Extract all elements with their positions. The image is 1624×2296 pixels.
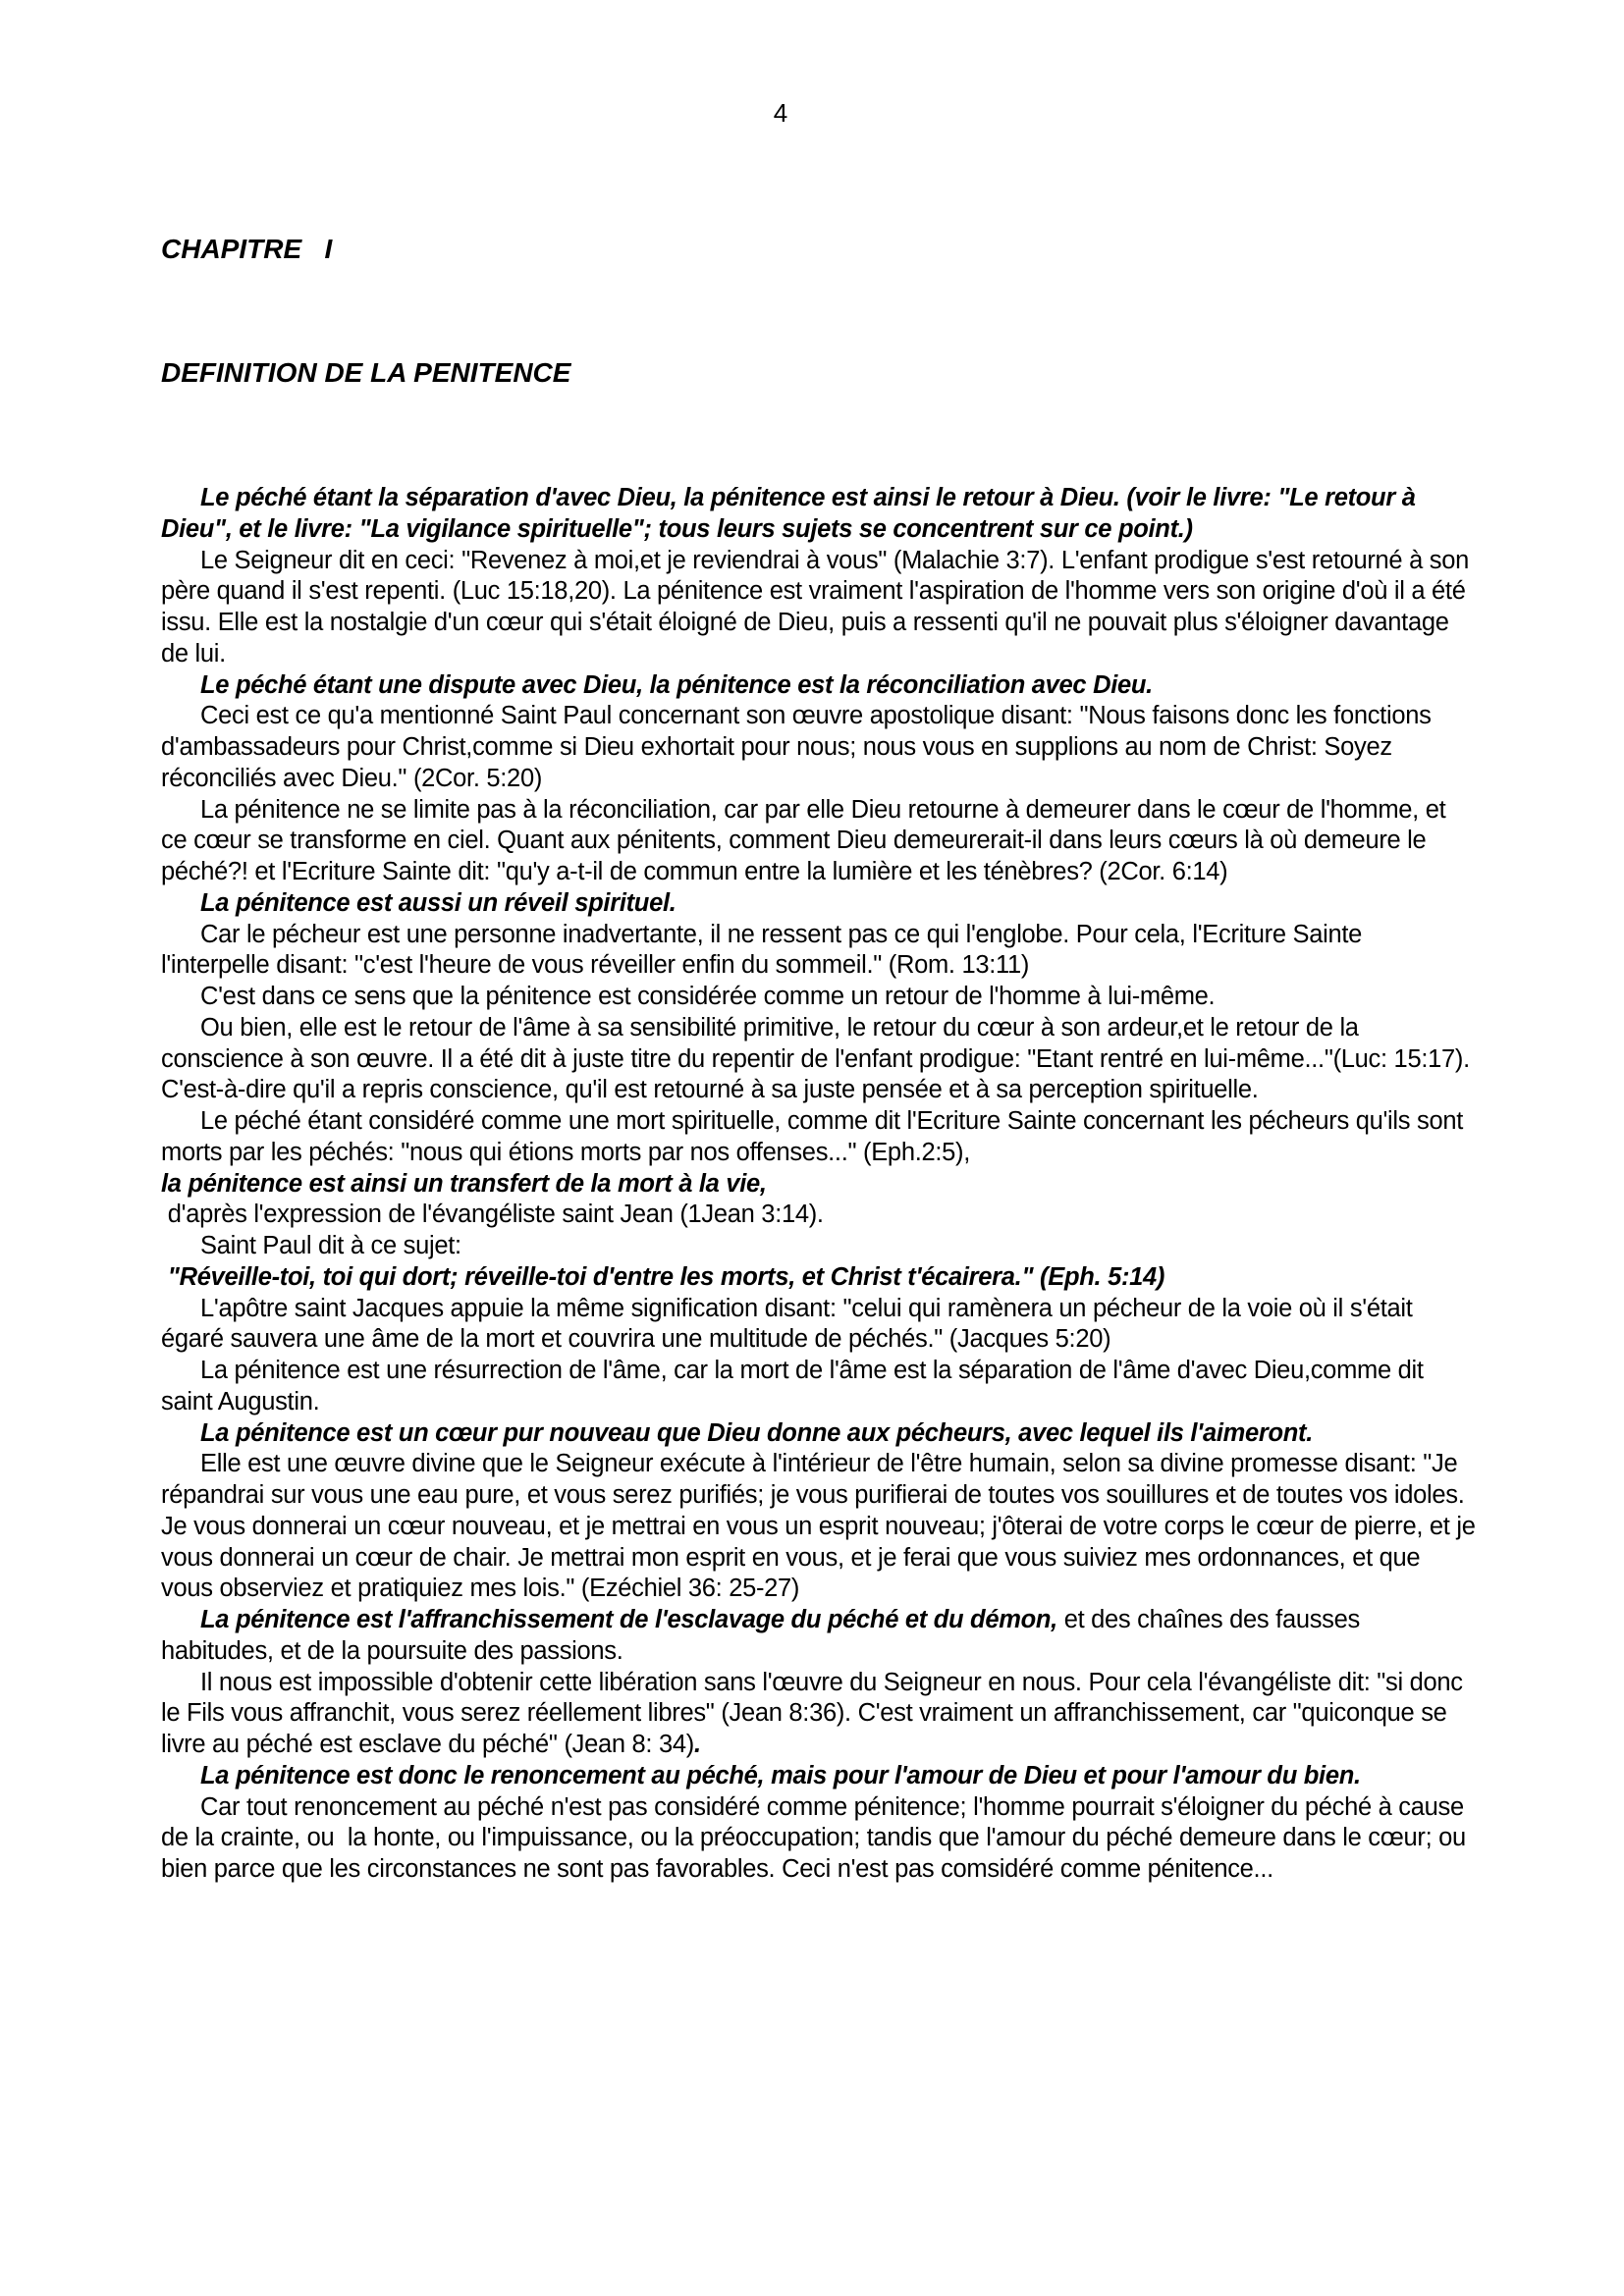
paragraph (161, 1013, 1477, 1106)
emphasis-text: Le péché étant une dispute avec Dieu, la pénitence est la réconciliation avec Dieu. (200, 670, 1153, 699)
body-text: C'est dans ce sens que la pénitence est considérée comme un retour de l'homme à lui-même. (200, 983, 1216, 1010)
paragraph (161, 1418, 1477, 1450)
paragraph (161, 483, 1477, 546)
body-text: Saint Paul dit à ce sujet: (200, 1232, 461, 1259)
section-heading: DEFINITION DE LA PENITENCE (161, 357, 571, 388)
emphasis-text: La pénitence est un cœur pur nouveau que Dieu donne aux pécheurs, avec lequel ils l'aimeront. (200, 1418, 1314, 1447)
emphasis-text: la pénitence est ainsi un transfert de la mort à la vie, (161, 1169, 767, 1198)
emphasis-text: Le péché étant la séparation d'avec Dieu, la pénitence est ainsi le retour à Dieu. (voir le livre: "Le retour à Dieu", et le livre: "La vigilance spirituelle"; tous leurs sujets se concentrent sur ce point.) (161, 484, 1423, 543)
paragraph (161, 1200, 1477, 1231)
body-text: La pénitence ne se limite pas à la réconciliation, car par elle Dieu retourne à demeurer dans le cœur de l'homme, et ce cœur se transforme en ciel. Quant aux pénitents, comment Dieu demeurerait-il dans leurs cœurs là où demeure le péché?! et l'Ecriture Sainte dit: "qu'y a-t-il de commun entre la lumière et les ténèbres? (2Cor. 6:14) (161, 795, 1453, 885)
body-text: L'apôtre saint Jacques appuie la même signification disant: "celui qui ramènera un pécheur de la voie où il s'était égaré sauvera une âme de la mort et couvrira une multitude de péchés." (Jacques 5:20) (161, 1294, 1420, 1354)
paragraph (161, 701, 1477, 794)
paragraph (161, 1356, 1477, 1418)
paragraph (161, 1449, 1483, 1605)
body-text: La pénitence est une résurrection de l'âme, car la mort de l'âme est la séparation de l'âme d'avec Dieu,comme dit saint Augustin. (161, 1357, 1431, 1415)
body-text: Car tout renoncement au péché n'est pas considéré comme pénitence; l'homme pourrait s'éloigner du péché à cause de la crainte, ou la honte, ou l'impuissance, ou la préoccupation; tandis que l'amour du péché demeure dans le cœur; ou bien parce que les circonstances ne sont pas favorables. Ceci n'est pas comsidéré comme pénitence... (161, 1792, 1473, 1883)
paragraph (161, 1792, 1477, 1886)
emphasis-text: "Réveille-toi, toi qui dort; réveille-toi d'entre les morts, et Christ t'écairera." (Eph. 5:14) (161, 1262, 1165, 1291)
emphasis-text: . (693, 1731, 701, 1758)
body-text: Le Seigneur dit en ceci: "Revenez à moi,et je reviendrai à vous" (Malachie 3:7). L'enfant prodigue s'est retourné à son père quand il s'est repenti. (Luc 15:18,20). La pénitence est vraiment l'aspiration de l'homme vers son origine d'où il a été issu. Elle est la nostalgie d'un cœur qui s'était éloigné de Dieu, puis a ressenti qu'il ne pouvait plus s'éloigner davantage de lui. (161, 546, 1476, 667)
paragraph (161, 920, 1477, 983)
paragraph (161, 888, 1477, 920)
paragraph (161, 982, 1477, 1013)
paragraph (161, 1605, 1477, 1668)
paragraph (161, 1106, 1477, 1169)
paragraph (161, 546, 1477, 670)
paragraph (161, 1668, 1477, 1761)
paragraph (161, 1294, 1477, 1357)
body-text: Le péché étant considéré comme une mort spirituelle, comme dit l'Ecriture Sainte concernant les pécheurs qu'ils sont morts par les péchés: "nous qui étions morts par nos offenses..." (Eph.2:5), (161, 1107, 1470, 1166)
paragraph (161, 795, 1477, 888)
body-text: Car le pécheur est une personne inadvertante, il ne ressent pas ce qui l'englobe. Pour cela, l'Ecriture Sainte l'interpelle disant: "c'est l'heure de vous réveiller enfin du sommeil." (Rom. 13:11) (161, 920, 1369, 980)
paragraph (161, 1262, 1477, 1294)
document-body (161, 483, 1483, 1886)
body-text: d'après l'expression de l'évangéliste saint Jean (1Jean 3:14). (161, 1201, 824, 1229)
paragraph (161, 1761, 1477, 1792)
page-number: 4 (773, 98, 788, 128)
emphasis-text: La pénitence est donc le renoncement au péché, mais pour l'amour de Dieu et pour l'amour du bien. (200, 1761, 1361, 1789)
emphasis-text: La pénitence est l'affranchissement de l'esclavage du péché et du démon, (200, 1606, 1057, 1633)
paragraph (161, 1169, 1477, 1201)
chapter-heading: CHAPITRE I (161, 234, 333, 264)
body-text: Il nous est impossible d'obtenir cette libération sans l'œuvre du Seigneur en nous. Pour cela l'évangéliste dit: "si donc le Fils vous affranchit, vous serez réellement libres" (Jean 8:36). C'est vraiment un affranchissement, car "quiconque se livre au péché est esclave du péché" (Jean 8: 34) (161, 1668, 1470, 1758)
body-text: Ou bien, elle est le retour de l'âme à sa sensibilité primitive, le retour du cœur à son ardeur,et le retour de la conscience à son œuvre. Il a été dit à juste titre du repentir de l'enfant prodigue: "Etant rentré en lui-même..."(Luc: 15:17). C'est-à-dire qu'il a repris conscience, qu'il est retourné à sa juste pensée et à sa perception spirituelle. (161, 1013, 1477, 1104)
body-text: Elle est une œuvre divine que le Seigneur exécute à l'intérieur de l'être humain, selon sa divine promesse disant: "Je répandrai sur vous une eau pure, et vous serez purifiés; je vous purifierai de toutes vos souillures et de toutes vos idoles. Je vous donnerai un cœur nouveau, et je mettrai en vous un esprit nouveau; j'ôterai de votre corps le cœur de pierre, et je vous donnerai un cœur de chair. Je mettrai mon esprit en vous, et je ferai que vous suiviez mes ordonnances, et que vous observiez et pratiquiez mes lois." (Ezéchiel 36: 25-27) (161, 1450, 1483, 1603)
paragraph (161, 1231, 1477, 1262)
body-text: et des chaînes des fausses habitudes, et de la poursuite des passions. (161, 1606, 1367, 1665)
emphasis-text: La pénitence est aussi un réveil spirituel. (200, 888, 677, 917)
paragraph (161, 670, 1477, 702)
body-text: Ceci est ce qu'a mentionné Saint Paul concernant son œuvre apostolique disant: "Nous faisons donc les fonctions d'ambassadeurs pour Christ,comme si Dieu exhortait pour nous; nous vous en supplions au nom de Christ: Soyez réconciliés avec Dieu." (2Cor. 5:20) (161, 702, 1438, 792)
